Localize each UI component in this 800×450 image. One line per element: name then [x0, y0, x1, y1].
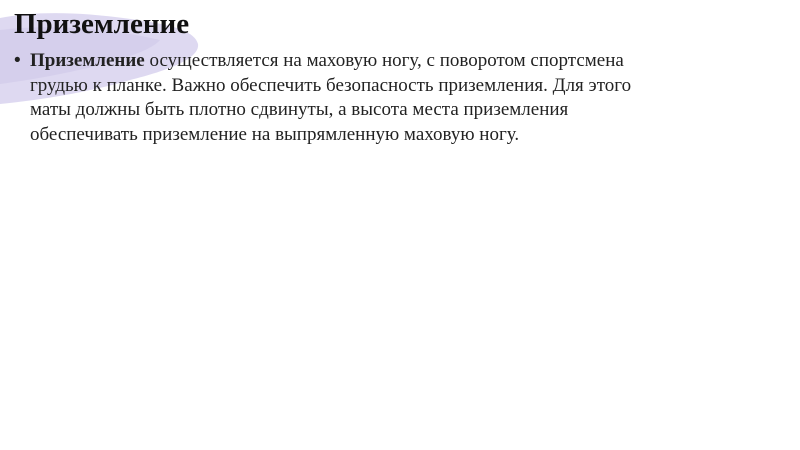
bullet-line-1 [30, 49, 774, 74]
slide-title: Приземление [14, 8, 190, 40]
bullet-item [14, 49, 774, 147]
bullet-text-line-4: обеспечивать приземление на выпрямленную маховую ногу. [30, 123, 520, 145]
bullet-list [14, 49, 774, 147]
bullet-text-line-2: грудью к планке. Важно обеспечить безопасность приземления. Для этого [30, 74, 632, 96]
bullet-bold-term: Приземление [30, 50, 145, 71]
bullet-text-line-1: осуществляется на маховую ногу, с поворотом спортсмена [144, 50, 624, 71]
bullet-marker: • [14, 50, 21, 71]
bullet-text-line-3: маты должны быть плотно сдвинуты, а высота места приземления [30, 99, 569, 120]
